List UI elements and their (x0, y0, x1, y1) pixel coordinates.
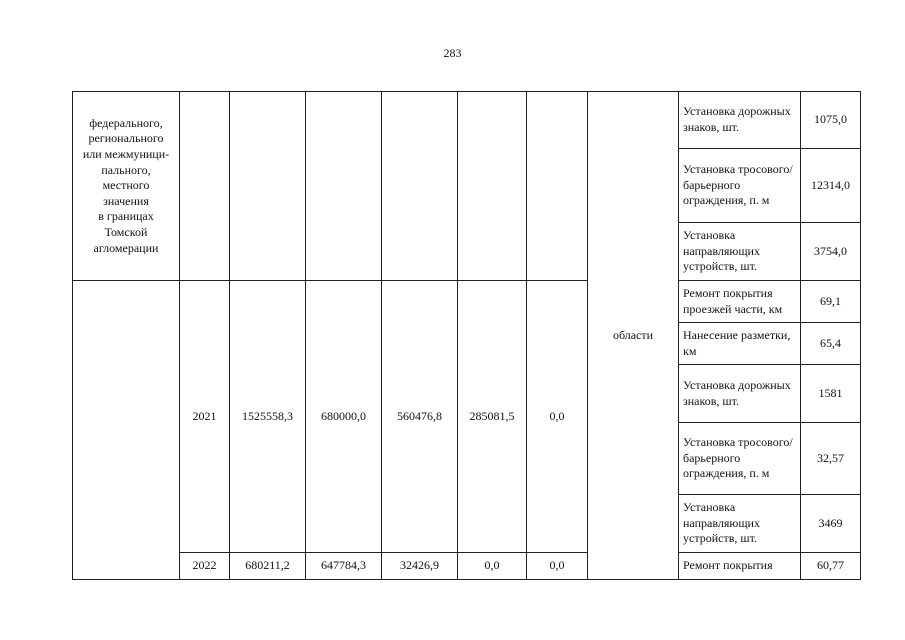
local-cell: 285081,5 (458, 281, 527, 553)
federal-cell: 647784,3 (306, 553, 382, 580)
measure-cell: Установка тросового/ барьерного ограждения, п. м (679, 423, 801, 495)
value-cell: 1581 (801, 365, 861, 423)
federal-cell: 680000,0 (306, 281, 382, 553)
page-number: 283 (443, 46, 462, 60)
value-cell: 65,4 (801, 323, 861, 365)
regional-cell: 560476,8 (382, 281, 458, 553)
other-cell-empty (527, 92, 588, 281)
value-cell: 3469 (801, 495, 861, 553)
table-row (73, 553, 861, 580)
measure-cell: Установка направляющих устройств, шт. (679, 495, 801, 553)
total-cell: 1525558,3 (230, 281, 306, 553)
local-cell-empty (458, 92, 527, 281)
table-row (73, 281, 861, 323)
total-cell-empty (230, 92, 306, 281)
local-cell: 0,0 (458, 553, 527, 580)
measure-cell: Установка направляющих устройств, шт. (679, 223, 801, 281)
other-cell: 0,0 (527, 553, 588, 580)
measure-cell: Нанесение разметки, км (679, 323, 801, 365)
regional-cell-empty (382, 92, 458, 281)
other-cell: 0,0 (527, 281, 588, 553)
measure-cell: Ремонт покрытия (679, 553, 801, 580)
regional-cell: 32426,9 (382, 553, 458, 580)
value-cell: 12314,0 (801, 149, 861, 223)
year-cell-empty (180, 92, 230, 281)
object-description: федерального, регионального или межмуници- пального, местного значения в границах Томской агломерации (73, 92, 180, 281)
value-cell: 32,57 (801, 423, 861, 495)
description-cell-empty (73, 281, 180, 580)
measure-cell: Установка дорожных знаков, шт. (679, 365, 801, 423)
measure-cell: Ремонт покрытия проезжей части, км (679, 281, 801, 323)
measure-cell: Установка дорожных знаков, шт. (679, 92, 801, 149)
value-cell: 60,77 (801, 553, 861, 580)
year-cell: 2022 (180, 553, 230, 580)
table-row (73, 92, 861, 149)
value-cell: 1075,0 (801, 92, 861, 149)
year-cell: 2021 (180, 281, 230, 553)
federal-cell-empty (306, 92, 382, 281)
region-cell: области (588, 92, 679, 580)
value-cell: 69,1 (801, 281, 861, 323)
program-table (72, 91, 861, 580)
measure-cell: Установка тросового/ барьерного ограждения, п. м (679, 149, 801, 223)
value-cell: 3754,0 (801, 223, 861, 281)
total-cell: 680211,2 (230, 553, 306, 580)
